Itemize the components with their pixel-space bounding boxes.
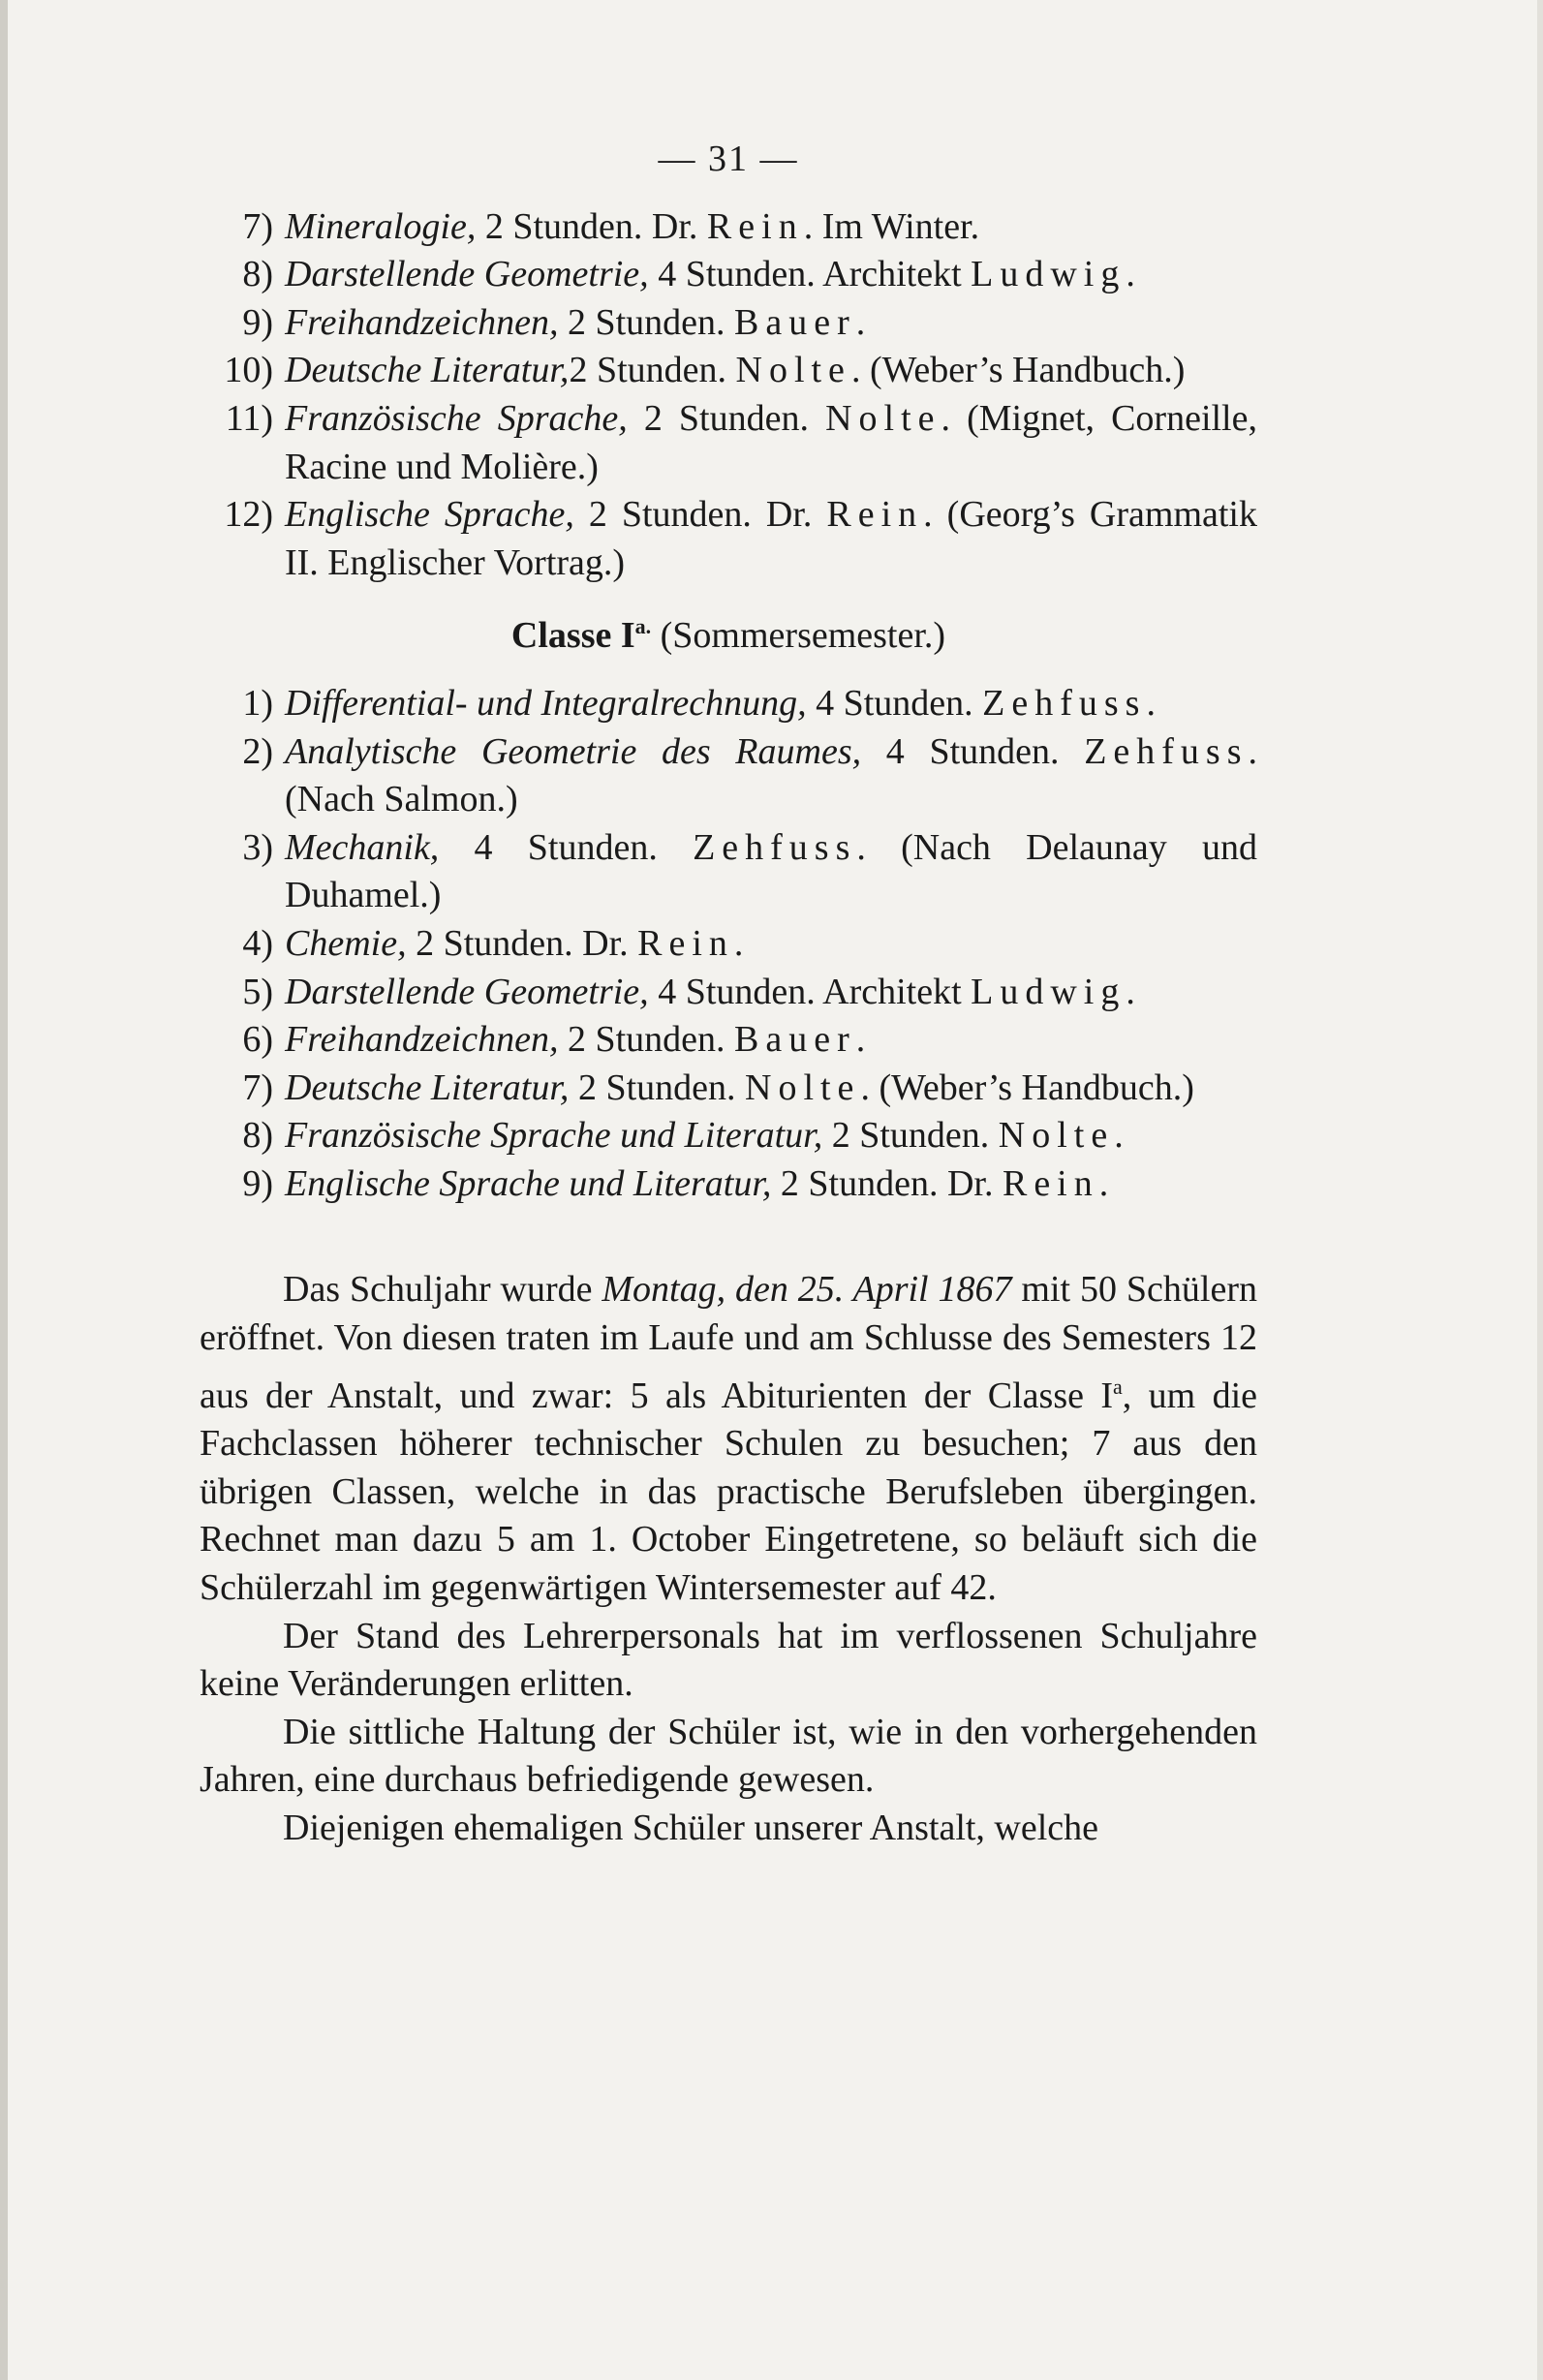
subject: Freihandzeichnen,: [285, 301, 559, 343]
note: . (Weber’s Handbuch.): [850, 350, 1186, 391]
hours: 2 Stunden. Dr.: [406, 922, 638, 964]
item-number: 1): [242, 682, 273, 724]
subject: Mineralogie,: [285, 205, 477, 247]
teacher: Ludwig: [971, 971, 1126, 1012]
list-item: [200, 920, 1257, 969]
paragraph-enrollment: [200, 1266, 1257, 1612]
subject: Deutsche Literatur,: [285, 350, 570, 391]
hours: 2 Stunden. Dr.: [573, 494, 827, 536]
hours: 4 Stunden. Architekt: [648, 254, 972, 295]
teacher: Bauer: [734, 1019, 856, 1061]
subject: Deutsche Literatur,: [285, 1066, 570, 1108]
class-superscript: a.: [634, 614, 652, 639]
paragraph-staff: Der Stand des Lehrerpersonals hat im verflossenen Schuljahre keine Veränderungen erlitten.: [200, 1615, 1257, 1705]
start-date: Montag, den 25. April 1867: [602, 1269, 1012, 1311]
note: . (Nach Delaunay und Duhamel.): [285, 826, 1257, 916]
paragraph-former-students: Diejenigen ehemaligen Schüler unserer Anstalt, welche: [283, 1808, 1099, 1848]
report-text: [200, 1266, 1257, 1852]
note: .: [1098, 1162, 1109, 1204]
teacher: Rein: [706, 205, 804, 247]
subject: Differential- und Integralrechnung,: [285, 682, 807, 724]
teacher: Nolte: [998, 1115, 1115, 1157]
hours: 2 Stunden.: [627, 397, 826, 439]
note: .: [1114, 1115, 1124, 1157]
list-item: [200, 1065, 1257, 1113]
subject: Darstellende Geometrie,: [285, 254, 649, 295]
text: mit 50 Schülern eröffnet. Von diesen traten im Laufe und am Schlusse des Semesters 12 aus der Anstalt, und zwar: 5 als Abiturienten der Classe I: [200, 1269, 1257, 1416]
page-number: — 31 —: [658, 139, 799, 179]
note: .: [1126, 254, 1135, 295]
teacher: Nolte: [735, 350, 851, 391]
page-edge-left: [0, 0, 8, 2380]
section-heading: [200, 603, 1257, 661]
list-item: [200, 680, 1257, 728]
hours: 2 Stunden.: [558, 1019, 735, 1061]
hours: 4 Stunden.: [861, 730, 1085, 772]
text: , um die Fachclassen höherer technischer Schulen zu besuchen; 7 aus den übrigen Classen, welche in das practische Berufsleben übergingen. Rechnet man dazu 5 am 1. October Eingetretene, so beläuft sich die Schülerzahl im gegenwärtigen Wintersemester auf 42.: [200, 1375, 1258, 1609]
hours: 2 Stunden. Dr.: [476, 205, 707, 247]
item-number: 7): [242, 1066, 273, 1108]
text: Das Schuljahr wurde: [283, 1269, 602, 1311]
hours: 2 Stunden.: [822, 1115, 999, 1157]
subject: Englische Sprache und Literatur,: [285, 1162, 772, 1204]
hours: 4 Stunden.: [439, 826, 694, 868]
note: . (Georg’s Grammatik II. Englischer Vortrag.): [285, 494, 1257, 583]
list-item: [200, 1160, 1257, 1209]
hours: 4 Stunden.: [806, 682, 983, 724]
list-item: [200, 969, 1257, 1017]
subject: Darstellende Geometrie,: [285, 971, 649, 1012]
item-number: 8): [242, 254, 273, 295]
item-number: 6): [242, 1019, 273, 1061]
note: . (Weber’s Handbuch.): [860, 1066, 1194, 1108]
class-superscript: a: [1113, 1374, 1123, 1399]
teacher: Ludwig: [971, 254, 1126, 295]
note: .: [855, 301, 866, 343]
hours: 2 Stunden.: [569, 1066, 745, 1108]
page-content: [200, 136, 1257, 1853]
note: .: [1146, 682, 1156, 724]
item-number: 7): [242, 205, 273, 247]
teacher: Rein: [1002, 1162, 1099, 1204]
hours: 2 Stunden.: [558, 301, 735, 343]
hours: 4 Stunden. Architekt: [648, 971, 972, 1012]
teacher: Rein: [826, 494, 924, 536]
item-number: 8): [242, 1115, 273, 1157]
teacher: Nolte: [745, 1066, 861, 1108]
paragraph-conduct: Die sittliche Haltung der Schüler ist, wie in den vorhergehenden Jahren, eine durchaus befriedigende gewesen.: [200, 1711, 1257, 1801]
item-number: 2): [242, 730, 273, 772]
item-number: 9): [242, 1162, 273, 1204]
list-item: [200, 1016, 1257, 1065]
list-item: [190, 491, 1257, 587]
item-number: 10): [224, 350, 273, 391]
note: . (Nach Salmon.): [285, 730, 1257, 820]
class-name: Classe I: [510, 615, 635, 657]
course-list-lower: [200, 680, 1257, 1209]
hours: 2 Stunden.: [569, 350, 736, 391]
list-item: [200, 203, 1257, 252]
list-item: [190, 395, 1257, 491]
list-item: [200, 299, 1257, 348]
item-number: 9): [242, 301, 273, 343]
hours: 2 Stunden. Dr.: [771, 1162, 1003, 1204]
list-item: [200, 1112, 1257, 1160]
note: .: [1126, 971, 1135, 1012]
teacher: Bauer: [734, 301, 856, 343]
item-number: 11): [225, 397, 273, 439]
subject: Freihandzeichnen,: [285, 1019, 559, 1061]
note: .: [733, 922, 744, 964]
subject: Analytische Geometrie des Raumes,: [285, 730, 862, 772]
teacher: Zehfuss: [982, 682, 1147, 724]
list-item: [200, 824, 1257, 920]
subject: Französische Sprache und Literatur,: [285, 1115, 823, 1157]
course-list-upper: [200, 203, 1257, 588]
subject: Mechanik,: [285, 826, 440, 868]
page-edge-right: [1537, 0, 1543, 2380]
note: .: [855, 1019, 866, 1061]
teacher: Zehfuss: [1084, 730, 1249, 772]
note: . (Mignet, Corneille, Racine und Molière.): [285, 397, 1257, 487]
list-item: [190, 347, 1257, 395]
item-number: 3): [242, 826, 273, 868]
subject: Chemie,: [285, 922, 407, 964]
subject: Englische Sprache,: [285, 494, 574, 536]
item-number: 4): [242, 922, 273, 964]
item-number: 12): [224, 494, 273, 536]
list-item: [200, 728, 1257, 824]
semester-label: (Sommersemester.): [651, 615, 946, 657]
teacher: Zehfuss: [693, 826, 857, 868]
item-number: 5): [242, 971, 273, 1012]
subject: Französische Sprache,: [285, 397, 628, 439]
teacher: Nolte: [825, 397, 941, 439]
teacher: Rein: [637, 922, 734, 964]
list-item: [200, 251, 1257, 299]
note: . Im Winter.: [803, 205, 980, 247]
